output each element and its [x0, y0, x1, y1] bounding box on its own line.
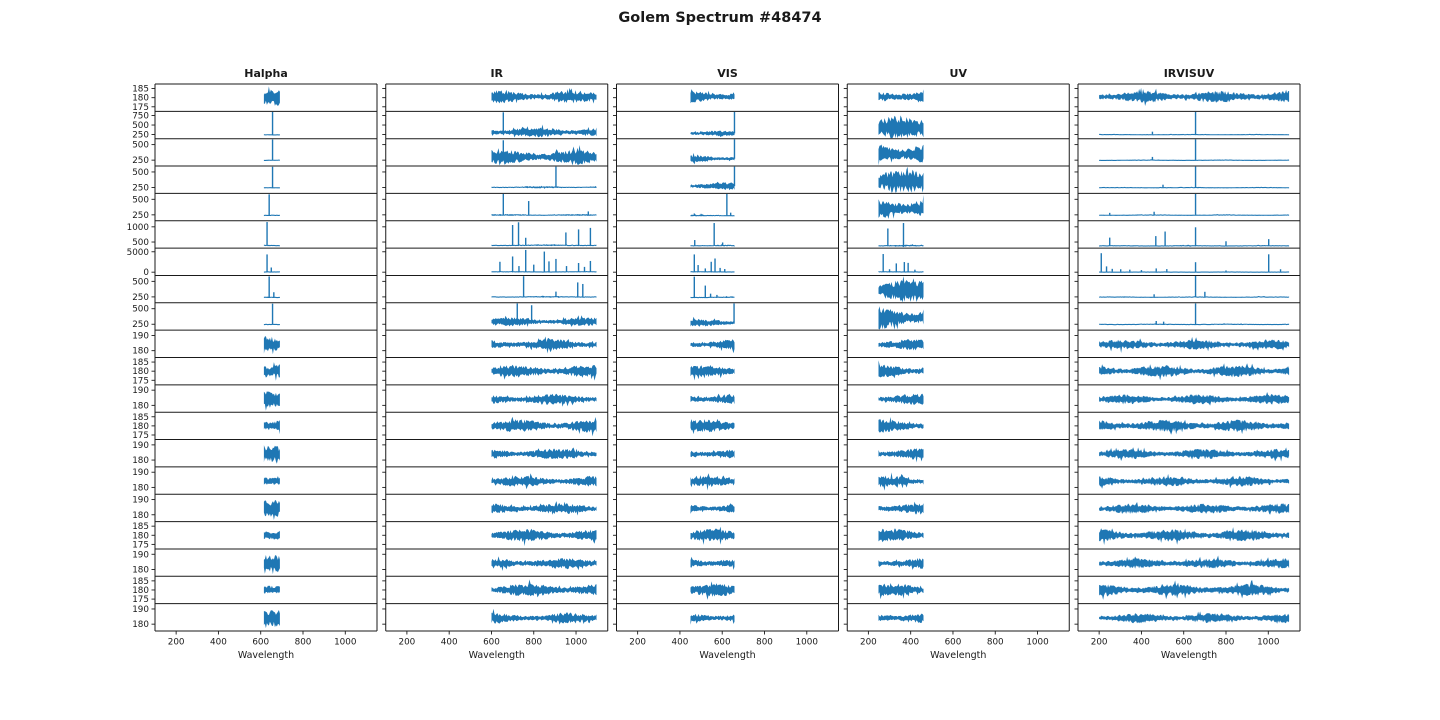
x-tick-label: 1000	[795, 637, 818, 648]
y-tick-label: 500	[132, 140, 149, 151]
spectrum-band	[691, 89, 735, 103]
spectrum-band	[492, 186, 597, 189]
x-tick-label: 1000	[1026, 637, 1049, 648]
spectrum-band	[691, 527, 735, 545]
spectrum-band	[1099, 88, 1289, 106]
x-tick-label: 600	[713, 637, 731, 648]
spectrum-band	[492, 125, 597, 138]
spectrum-band	[879, 558, 924, 570]
y-tick-label: 180	[132, 456, 149, 467]
y-tick-label: 250	[132, 292, 149, 303]
spectrum-band	[492, 296, 597, 298]
spectrum-band	[691, 244, 735, 247]
spectrum-band	[1099, 134, 1289, 136]
y-tick-label: 190	[132, 604, 149, 615]
spectrum-band	[1099, 580, 1289, 600]
spectrum-band	[264, 391, 280, 410]
spectrum-band	[1099, 392, 1289, 406]
x-tick-label: 600	[944, 637, 962, 648]
spectrum-band	[1099, 323, 1289, 325]
spectrum-band	[691, 394, 735, 405]
spectrum-band	[264, 586, 280, 594]
y-tick-label: 180	[132, 483, 149, 494]
y-tick-label: 175	[132, 540, 149, 551]
y-tick-label: 190	[132, 331, 149, 342]
spectrum-band	[1099, 363, 1289, 380]
x-tick-label: 800	[986, 637, 1004, 648]
spectrum-band	[1099, 296, 1289, 298]
y-tick-label: 180	[132, 531, 149, 542]
y-tick-label: 180	[132, 620, 149, 631]
y-tick-label: 180	[132, 565, 149, 576]
y-tick-label: 190	[132, 495, 149, 506]
y-tick-label: 185	[132, 576, 149, 587]
x-tick-label: 800	[294, 637, 312, 648]
column-title: IRVISUV	[1163, 67, 1215, 80]
y-tick-label: 180	[132, 421, 149, 432]
x-tick-label: 600	[1175, 637, 1193, 648]
x-tick-label: 200	[167, 637, 185, 648]
spectrum-band	[879, 360, 924, 378]
spectrum-band	[691, 365, 735, 381]
spectrum-band	[691, 473, 735, 490]
spectrum-band	[691, 419, 735, 434]
spectrum-band	[879, 614, 924, 623]
spectrum-band	[492, 244, 597, 246]
spectrum-band	[879, 394, 924, 405]
y-tick-label: 250	[132, 183, 149, 194]
y-tick-label: 190	[132, 468, 149, 479]
spectrum-band	[691, 131, 735, 138]
spectrum-band	[492, 88, 597, 104]
x-tick-label: 1000	[564, 637, 588, 648]
spectrum-band	[879, 306, 924, 329]
spectrum-band	[1099, 611, 1289, 623]
x-tick-label: 1000	[1257, 637, 1280, 648]
y-tick-label: 185	[132, 412, 149, 423]
spectrum-band	[691, 317, 735, 327]
y-tick-label: 500	[132, 167, 149, 178]
spectrum-band	[691, 296, 735, 298]
y-tick-label: 500	[132, 277, 149, 288]
y-tick-label: 250	[132, 156, 149, 167]
x-tick-label: 800	[525, 637, 543, 648]
spectrum-band	[1099, 159, 1289, 161]
spectrum-band	[264, 476, 280, 485]
x-tick-label: 200	[859, 637, 877, 648]
y-tick-label: 0	[143, 268, 149, 279]
spectrum-band	[492, 556, 597, 571]
y-tick-label: 500	[132, 238, 149, 249]
spectrum-band	[691, 339, 735, 353]
x-tick-label: 600	[483, 637, 500, 648]
spectrum-band	[691, 503, 735, 514]
spectrum-band	[879, 417, 924, 433]
spectrum-band	[264, 500, 280, 520]
spectrum-band	[691, 581, 735, 600]
spectrum-band	[691, 557, 735, 570]
y-tick-label: 500	[132, 195, 149, 206]
y-tick-label: 185	[132, 522, 149, 533]
spectrum-band	[264, 297, 280, 299]
x-axis-label: Wavelength	[468, 650, 525, 661]
column-title: UV	[949, 67, 967, 80]
y-tick-label: 180	[132, 510, 149, 521]
y-tick-label: 180	[132, 367, 149, 378]
y-tick-label: 175	[132, 376, 149, 387]
spectrum-band	[1099, 187, 1289, 189]
x-tick-label: 200	[1090, 637, 1108, 648]
spectrum-band	[492, 501, 597, 515]
x-axis-label: Wavelength	[699, 650, 756, 661]
spectrum-band	[691, 182, 735, 190]
spectrum-band	[492, 417, 597, 437]
spectrum-band	[492, 394, 597, 407]
y-tick-label: 180	[132, 93, 149, 104]
spectrum-band	[1099, 214, 1289, 216]
x-tick-label: 400	[902, 637, 920, 648]
spectrum-band	[1099, 527, 1289, 545]
spectrum-band	[264, 555, 280, 574]
y-tick-label: 180	[132, 585, 149, 596]
spectrum-band	[264, 86, 280, 106]
x-tick-label: 1000	[334, 637, 357, 648]
y-tick-label: 175	[132, 595, 149, 606]
spectrum-band	[879, 271, 924, 273]
spectrum-band	[691, 271, 735, 273]
spectrum-band	[1099, 474, 1289, 489]
spectrum-band	[264, 610, 280, 628]
spectrum-band	[1099, 271, 1289, 272]
x-tick-label: 800	[756, 637, 773, 648]
y-tick-label: 180	[132, 401, 149, 412]
x-tick-label: 400	[1133, 637, 1150, 648]
y-tick-label: 250	[132, 130, 149, 141]
spectrum-band	[492, 448, 597, 460]
y-tick-label: 190	[132, 386, 149, 397]
spectrum-band	[879, 472, 924, 490]
spectrum-band	[492, 365, 597, 381]
spectrum-band	[264, 531, 280, 540]
spectrum-band	[492, 315, 597, 327]
y-tick-label: 175	[132, 102, 149, 113]
y-tick-label: 1000	[126, 222, 149, 233]
x-axis-label: Wavelength	[930, 650, 987, 661]
spectrum-band	[264, 245, 280, 247]
spectrum-band	[492, 214, 597, 216]
spectrum-band	[879, 339, 924, 350]
x-axis-label: Wavelength	[237, 650, 295, 661]
y-tick-label: 185	[132, 358, 149, 369]
x-tick-label: 400	[671, 637, 689, 648]
spectrum-band	[879, 448, 924, 462]
spectrum-band	[264, 445, 280, 463]
spectrum-band	[691, 214, 735, 216]
y-tick-label: 190	[132, 440, 149, 451]
x-tick-label: 400	[210, 637, 227, 648]
spectrum-band	[492, 529, 597, 546]
y-tick-label: 500	[132, 304, 149, 315]
spectrum-band	[1099, 337, 1289, 353]
x-tick-label: 800	[1217, 637, 1235, 648]
spectrum-band	[492, 579, 597, 597]
column-title: IR	[490, 67, 504, 80]
column-title: VIS	[717, 67, 738, 80]
x-axis-label: Wavelength	[1160, 650, 1218, 661]
spectrum-band	[879, 276, 924, 302]
spectrum-band	[492, 609, 597, 625]
spectrum-band	[879, 115, 924, 138]
spectrum-band	[264, 336, 280, 354]
spectrum-band	[879, 195, 924, 219]
y-tick-label: 750	[132, 111, 149, 122]
spectrum-band	[1099, 502, 1289, 515]
spectrum-band	[879, 145, 924, 166]
spectrum-band	[879, 89, 924, 102]
spectrum-band	[691, 153, 735, 165]
spectrum-band	[879, 244, 924, 247]
x-tick-label: 200	[629, 637, 647, 648]
spectrum-band	[1099, 447, 1289, 461]
spectrum-band	[492, 145, 597, 165]
spectrum-band	[1099, 420, 1289, 435]
spectrum-band	[264, 362, 280, 381]
figure-title: Golem Spectrum #48474	[618, 10, 822, 26]
column-title: Halpha	[244, 67, 288, 80]
spectrum-band	[264, 420, 280, 434]
spectrum-band	[1099, 556, 1289, 569]
y-tick-label: 5000	[126, 247, 149, 258]
spectrum-band	[879, 583, 924, 599]
spectrum-band	[691, 614, 735, 625]
x-tick-label: 200	[398, 637, 416, 648]
y-tick-label: 180	[132, 346, 149, 357]
x-tick-label: 600	[252, 637, 270, 648]
y-tick-label: 250	[132, 320, 149, 331]
y-tick-label: 185	[132, 84, 149, 95]
spectrum-band	[264, 215, 280, 217]
spectrum-band	[492, 337, 597, 354]
spectrum-band	[691, 450, 735, 459]
spectrum-band	[879, 502, 924, 515]
spectrum-band	[1099, 245, 1289, 247]
y-tick-label: 500	[132, 121, 149, 132]
y-tick-label: 190	[132, 550, 149, 561]
x-tick-label: 400	[440, 637, 458, 648]
spectrum-band	[879, 167, 924, 193]
y-tick-label: 175	[132, 430, 149, 441]
spectrum-band	[492, 473, 597, 489]
y-tick-label: 250	[132, 210, 149, 221]
spectrum-band	[879, 529, 924, 543]
